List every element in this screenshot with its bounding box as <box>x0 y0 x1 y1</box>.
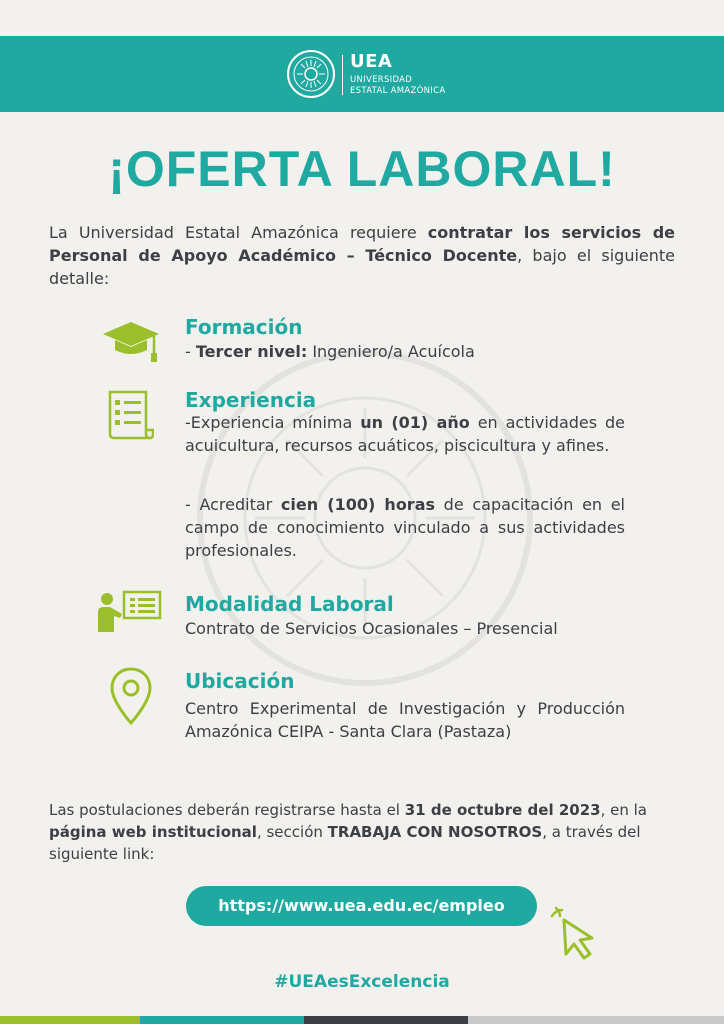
intro-bold: contratar los servicios de Personal de Apoyo Académico – Técnico Docente <box>49 223 676 265</box>
stripe-gray <box>468 1016 724 1024</box>
section-text-modalidad: Contrato de Servicios Ocasionales – Presencial <box>185 619 558 638</box>
hashtag: #UEAesExcelencia <box>274 972 450 992</box>
graduation-cap-icon <box>102 320 160 364</box>
experiencia-p1-b: en actividades de acuicultura, recursos acuáticos, piscicultura y afines. <box>185 413 625 455</box>
applications-paragraph <box>49 799 677 865</box>
stripe-green <box>0 1016 140 1024</box>
intro-text-2: , bajo el siguiente detalle: <box>49 246 676 288</box>
section-text-experiencia-1 <box>185 411 625 457</box>
section-title-modalidad: Modalidad Laboral <box>185 592 394 616</box>
location-pin-icon <box>108 666 154 726</box>
section-title-formacion: Formación <box>185 315 303 339</box>
footer-b1: 31 de octubre del 2023 <box>404 801 601 819</box>
footer-b2: página web institucional <box>49 823 257 841</box>
page-title: ¡OFERTA LABORAL! <box>108 141 616 197</box>
section-text-ubicacion: Centro Experimental de Investigación y Producción Amazónica CEIPA - Santa Clara (Pastaza) <box>185 699 625 741</box>
experiencia-p2-b: de capacitación en el campo de conocimiento vinculado a sus actividades profesionales. <box>185 495 625 560</box>
teacher-board-icon <box>96 590 162 634</box>
experiencia-p1-bold: un (01) año <box>360 413 470 432</box>
logo-line1: UNIVERSIDAD <box>350 75 413 85</box>
formacion-bold: Tercer nivel: <box>195 342 308 361</box>
footer-t2: , en la <box>600 801 647 819</box>
experiencia-p2-a: - Acreditar <box>185 495 281 514</box>
formacion-prefix: - <box>185 342 196 361</box>
footer-t1: Las postulaciones deberán registrarse hasta el <box>49 801 405 819</box>
footer-t3: , sección <box>256 823 328 841</box>
employment-link-button[interactable]: https://www.uea.edu.ec/empleo <box>186 886 537 926</box>
footer-b3: TRABAJA CON NOSOTROS <box>327 823 543 841</box>
experiencia-p1-a: -Experiencia mínima <box>185 413 361 432</box>
intro-text-1: La Universidad Estatal Amazónica requiere <box>49 223 428 242</box>
formacion-text: Ingeniero/a Acuícola <box>307 342 475 361</box>
section-title-ubicacion: Ubicación <box>185 669 295 693</box>
section-title-experiencia: Experiencia <box>185 388 317 412</box>
click-cursor-icon <box>550 906 602 960</box>
intro-paragraph <box>49 221 675 290</box>
logo-abbr: UEA <box>350 51 393 72</box>
logo-divider <box>342 55 343 95</box>
university-seal-icon <box>286 49 336 99</box>
stripe-teal <box>140 1016 304 1024</box>
experiencia-p2-bold: cien (100) horas <box>280 495 436 514</box>
header-band <box>0 36 724 112</box>
checklist-icon <box>106 390 154 440</box>
footer-t4: , a través del siguiente link: <box>49 823 641 863</box>
stripe-dark <box>304 1016 468 1024</box>
logo-line2: ESTATAL AMAZÓNICA <box>350 86 446 96</box>
section-text-formacion <box>185 340 625 363</box>
uea-logo[interactable] <box>286 49 486 101</box>
section-text-experiencia-2 <box>185 493 625 562</box>
